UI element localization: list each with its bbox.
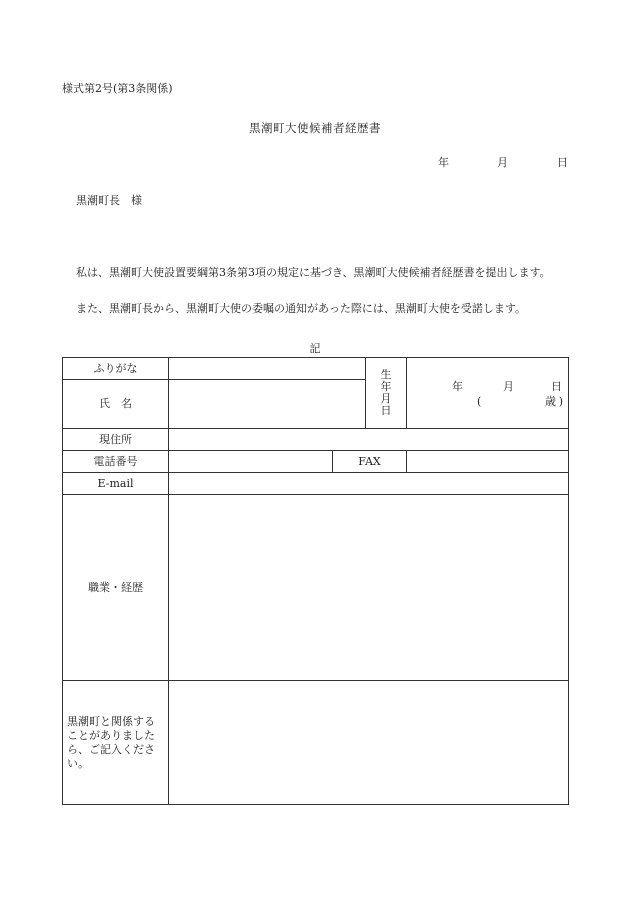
addressee: 黒潮町長 様	[76, 194, 142, 207]
document-title: 黒潮町大使候補者経歴書	[249, 121, 381, 135]
statement-paragraph-1: 私は、黒潮町大使設置要綱第3条第3項の規定に基づき、黒潮町大使候補者経歴書を提出します。	[76, 266, 551, 279]
phone-label: 電話番号	[63, 451, 169, 473]
application-form-table	[62, 357, 569, 805]
email-label: E-mail	[63, 473, 169, 495]
date-year-label: 年	[438, 156, 449, 169]
name-label: 氏 名	[63, 380, 169, 429]
fax-label: FAX	[333, 451, 407, 473]
dob-label-char: 日	[380, 404, 392, 417]
address-field[interactable]	[169, 429, 569, 451]
date-day-label: 日	[557, 156, 568, 169]
name-field[interactable]	[169, 380, 366, 429]
career-label: 職業・経歴	[63, 495, 169, 681]
furigana-field[interactable]	[169, 358, 366, 380]
phone-field[interactable]	[169, 451, 333, 473]
date-month-label: 月	[497, 156, 508, 169]
furigana-label: ふりがな	[63, 358, 169, 380]
dob-month-label: 月	[503, 380, 514, 393]
email-field[interactable]	[169, 473, 569, 495]
fax-field[interactable]	[407, 451, 569, 473]
dob-label-char: 年	[380, 380, 392, 393]
career-field[interactable]	[169, 495, 569, 681]
relation-label: 黒潮町と関係することがありましたら、ご記入ください。	[63, 681, 169, 805]
statement-paragraph-2: また、黒潮町長から、黒潮町大使の委嘱の通知があった際には、黒潮町大使を受諾します。	[76, 302, 527, 315]
age-unit-label: 歳	[545, 395, 556, 408]
age-open-paren: (	[477, 395, 482, 408]
ki-heading: 記	[309, 342, 321, 355]
dob-day-label: 日	[551, 380, 562, 393]
age-close-paren: )	[558, 395, 563, 408]
dob-year-label: 年	[452, 380, 463, 393]
dob-label-char: 生	[380, 368, 392, 381]
relation-field[interactable]	[169, 681, 569, 805]
dob-field[interactable]	[407, 358, 569, 429]
address-label: 現住所	[63, 429, 169, 451]
form-number: 様式第2号(第3条関係)	[62, 82, 173, 95]
dob-label-char: 月	[380, 392, 392, 405]
dob-label-cell	[366, 358, 407, 429]
